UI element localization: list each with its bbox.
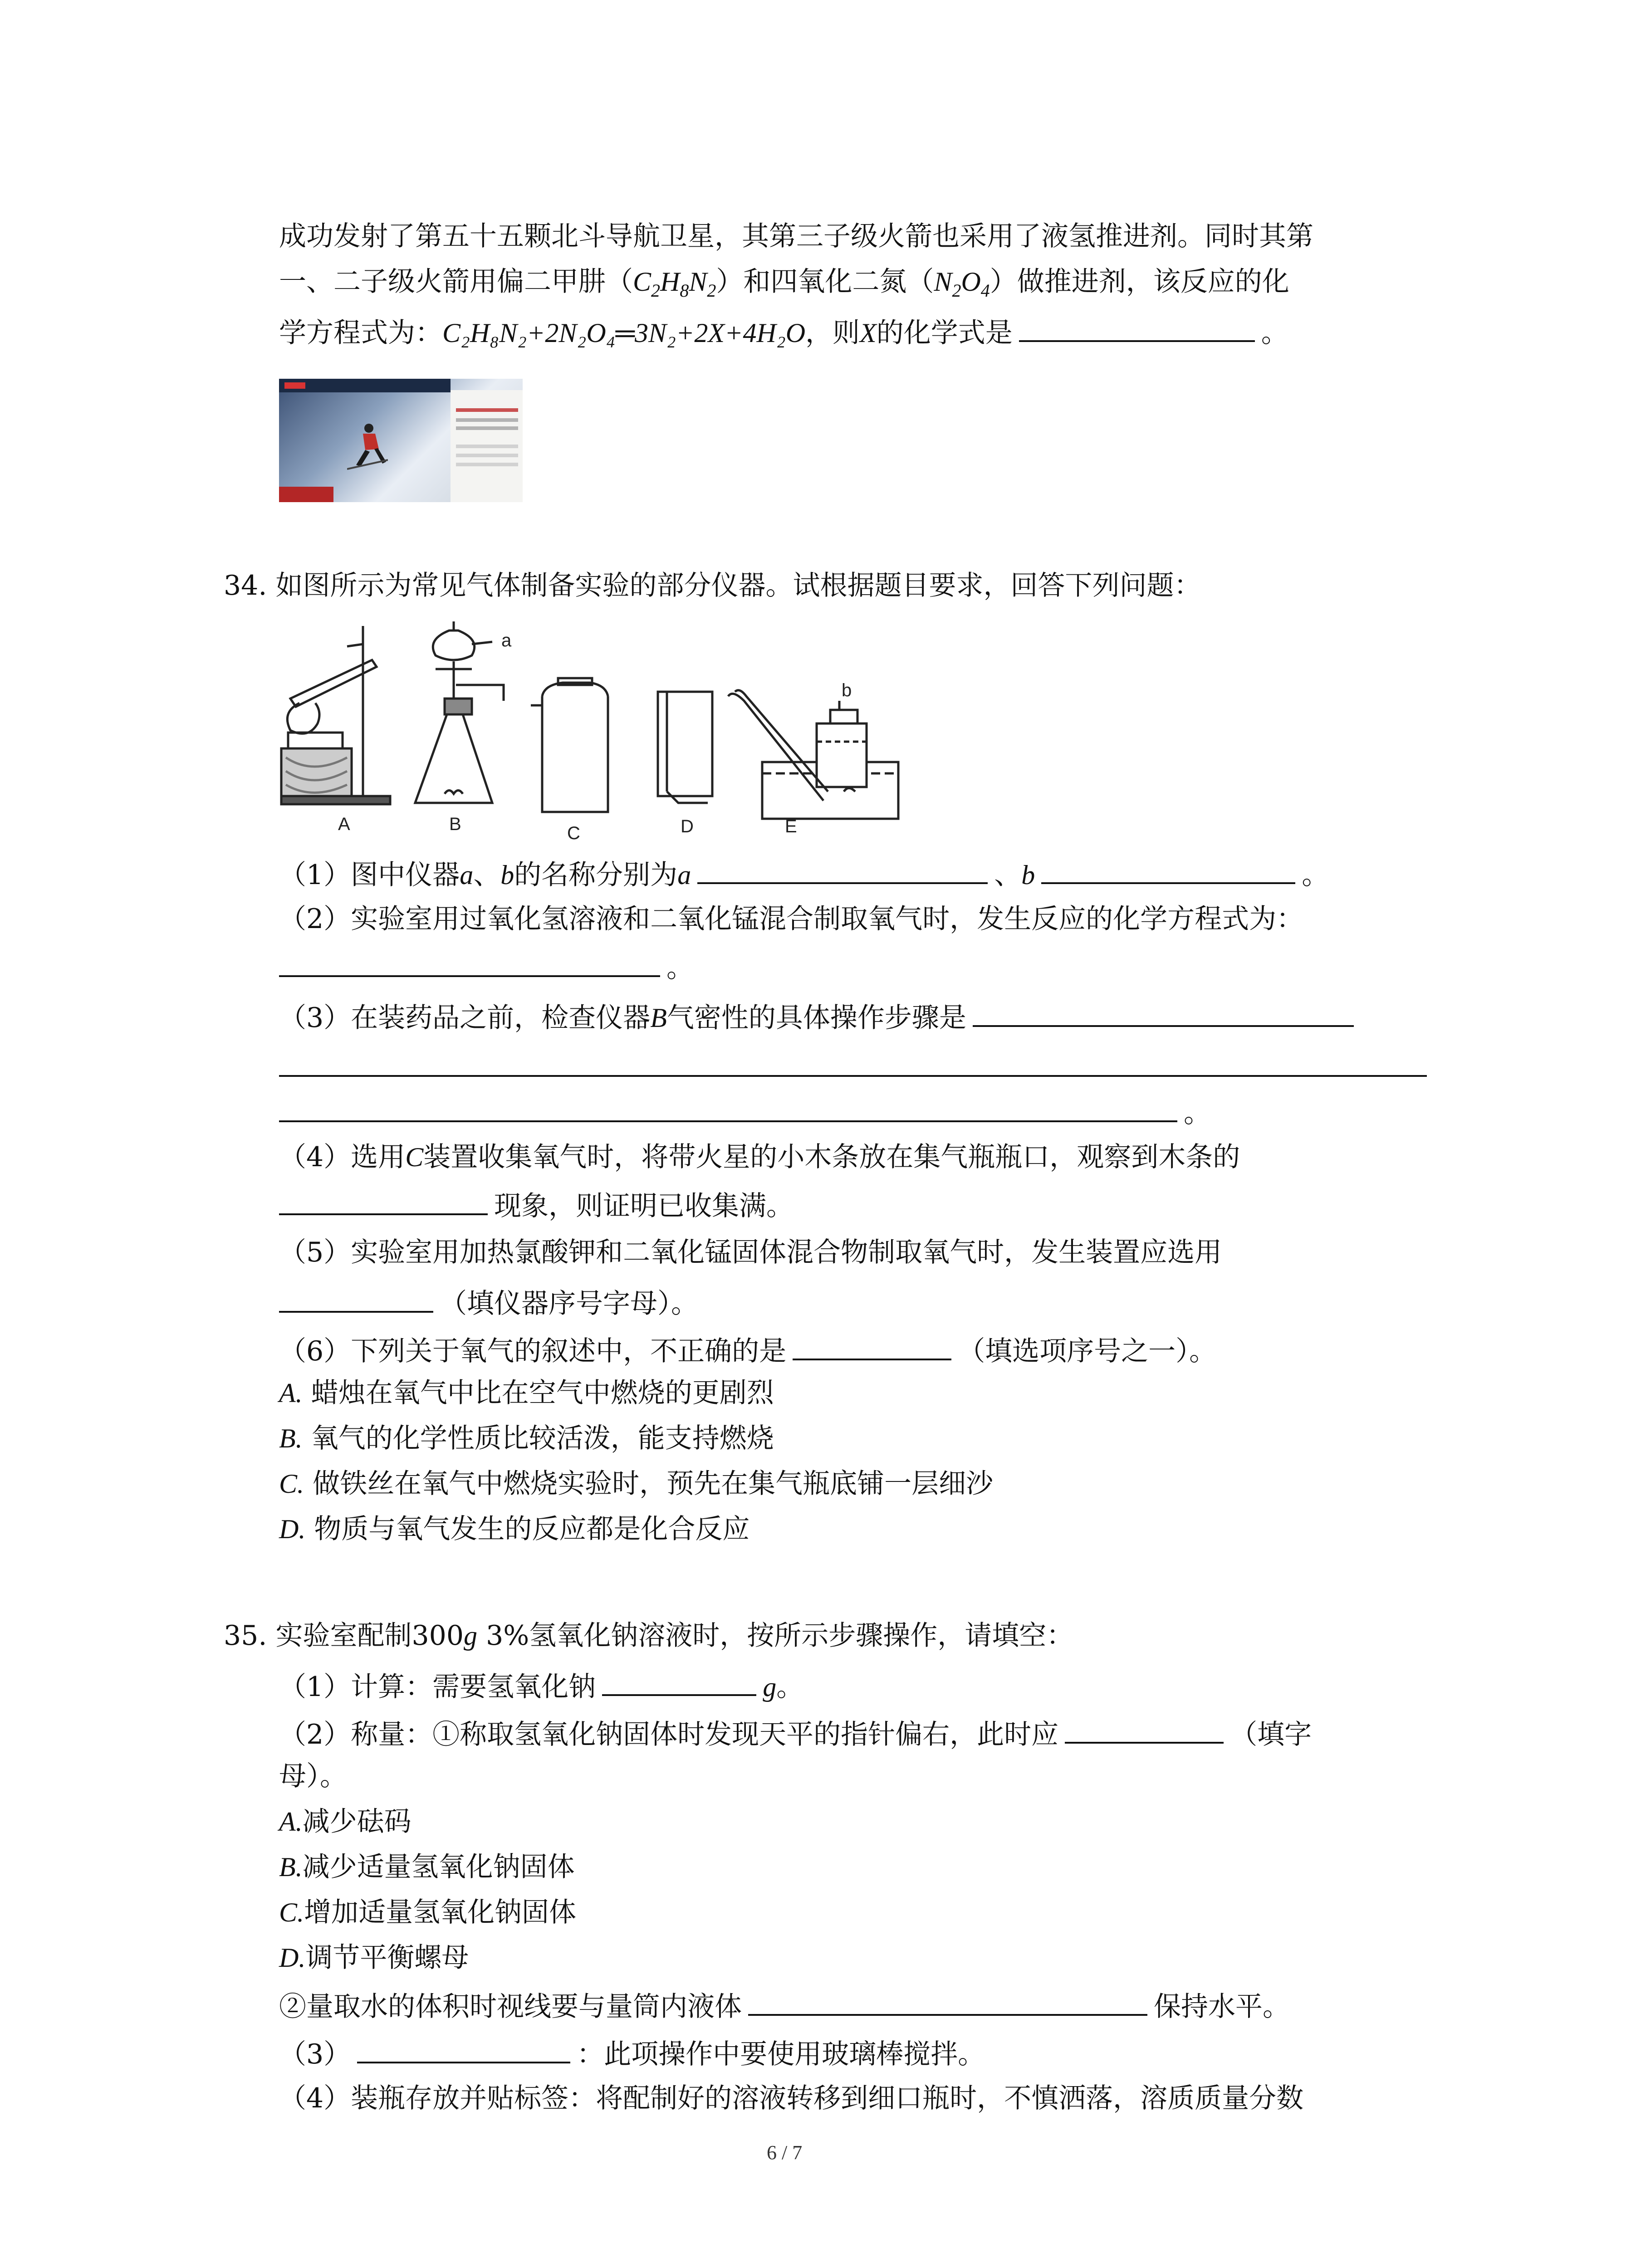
q34-part-2: （2）实验室用过氧化氢溶液和二氧化锰混合制取氧气时，发生反应的化学方程式为： (279, 903, 1304, 935)
q35-part-4: （4）装瓶存放并贴标签：将配制好的溶液转移到细口瓶时，不慎洒落，溶质质量分数 (279, 2082, 1304, 2114)
label-d: D (681, 816, 694, 836)
q34-part-4-answer: 现象，则证明已收集满。 (279, 1186, 794, 1222)
apparatus-d (658, 692, 712, 803)
q34-part-5: （5）实验室用加热氯酸钾和二氧化锰固体混合物制取氧气时，发生装置应选用 (279, 1237, 1222, 1268)
apparatus-c (531, 678, 608, 812)
label-e: E (785, 816, 797, 836)
answer-blank-airtight-2[interactable] (279, 1048, 1427, 1077)
q35-option-c: C.增加适量氢氧化钠固体 (279, 1897, 577, 1928)
q33-line-3: 学方程式为：C₂H₈N₂+2N₂O₄═3N₂+2X+4H₂O，则X的化学式是 。 (279, 313, 1288, 349)
q34-part-3: （3）在装药品之前，检查仪器B气密性的具体操作步骤是 (279, 998, 1360, 1034)
answer-blank-airtight-3[interactable] (279, 1093, 1177, 1122)
q35-part-1: （1）计算：需要氢氧化钠 g。 (279, 1667, 803, 1703)
q34-part-1: （1）图中仪器a、b的名称分别为a 、b 。 (279, 855, 1329, 891)
q35-option-a: A.减少砝码 (279, 1806, 411, 1838)
unknown-x: X (860, 318, 877, 348)
answer-blank-a[interactable] (697, 855, 988, 884)
skier-photo (279, 379, 523, 502)
answer-blank-step[interactable] (357, 2034, 570, 2063)
label-a: A (338, 814, 350, 834)
q34-option-c: C. 做铁丝在氧气中燃烧实验时，预先在集气瓶底铺一层细沙 (279, 1468, 994, 1500)
label-b: B (449, 814, 461, 834)
q34-part-3-line-3: 。 (279, 1093, 1211, 1129)
q35-part-2-cont: 母）。 (279, 1760, 347, 1792)
info-sign (451, 390, 523, 502)
q35-part-2-2: ②量取水的体积时视线要与量筒内液体 保持水平。 (279, 1987, 1290, 2023)
q34-part-4: （4）选用C装置收集氧气时，将带火星的小木条放在集气瓶瓶口，观察到木条的 (279, 1141, 1240, 1173)
tv-logo (284, 382, 305, 389)
q33-line-2 (279, 265, 1289, 301)
lab-apparatus-figure (272, 621, 907, 848)
q33-text: 一、二子级火箭用偏二甲肼（ (279, 266, 633, 298)
formula-n2o4: $N_2O_4$ (934, 267, 990, 301)
formula-udmh: $C_2H_8N_2$ (633, 267, 716, 301)
answer-blank-woodstick[interactable] (279, 1186, 488, 1215)
answer-blank-b[interactable] (1041, 855, 1295, 884)
q34-part-6: （6）下列关于氧气的叙述中，不正确的是 （填选项序号之一）。 (279, 1331, 1216, 1368)
q34-stem: 34. 如图所示为常见气体制备实验的部分仪器。试根据题目要求，回答下列问题： (224, 570, 1201, 601)
skier-figure (347, 422, 388, 472)
apparatus-e (728, 690, 898, 819)
q35-part-2: （2）称量：①称取氢氧化钠固体时发现天平的指针偏右，此时应 （填字 (279, 1715, 1312, 1751)
label-b-mark: b (842, 680, 852, 700)
answer-blank-device[interactable] (279, 1284, 433, 1313)
q35-option-d: D.调节平衡螺母 (279, 1942, 469, 1974)
answer-blank-naoh-mass[interactable] (602, 1667, 756, 1696)
q34-option-b: B. 氧气的化学性质比较活泼，能支持燃烧 (279, 1422, 774, 1454)
q33-line-1 (279, 220, 1313, 253)
answer-blank-x[interactable] (1019, 313, 1255, 342)
label-a-mark: a (501, 631, 512, 650)
q34-part-2-answer: 。 (279, 948, 694, 984)
q34-option-a: A. 蜡烛在氧气中比在空气中燃烧的更剧烈 (279, 1377, 774, 1409)
q33-text: 学方程式为： (279, 317, 442, 349)
apparatus-b (415, 621, 504, 803)
answer-blank-choice[interactable] (793, 1331, 951, 1360)
q33-text: 成功发射了第五十五颗北斗导航卫星，其第三子级火箭也采用了液氢推进剂。同时其第 (279, 220, 1313, 252)
q35-option-b: B.减少适量氢氧化钠固体 (279, 1851, 575, 1883)
photo-red-tag (279, 487, 333, 502)
q33-text: 的化学式是 (876, 317, 1013, 349)
q34-option-d: D. 物质与氧气发生的反应都是化合反应 (279, 1513, 750, 1545)
q35-stem: 35. 实验室配制300g 3%氢氧化钠溶液时，按所示步骤操作，请填空： (224, 1620, 1074, 1652)
apparatus-a (281, 626, 390, 804)
answer-blank-airtight-1[interactable] (973, 998, 1354, 1027)
q34-part-5-answer: （填仪器序号字母）。 (279, 1284, 698, 1320)
page-number: 6 / 7 (767, 2141, 803, 2164)
q33-text: ）做推进剂，该反应的化 (989, 266, 1289, 298)
q33-text: ，则 (805, 317, 860, 349)
label-c: C (567, 823, 580, 843)
answer-blank-balance[interactable] (1065, 1715, 1224, 1744)
q34-part-3-line-2 (279, 1048, 1433, 1084)
answer-blank-equation[interactable] (279, 948, 660, 977)
q33-text: ）和四氧化二氮（ (716, 266, 934, 298)
reaction-equation: C₂H₈N₂+2N₂O₄═3N₂+2X+4H₂O (442, 318, 806, 348)
answer-blank-liquid-level[interactable] (748, 1987, 1147, 2016)
q35-part-3: （3） ：此项操作中要使用玻璃棒搅拌。 (279, 2034, 985, 2071)
